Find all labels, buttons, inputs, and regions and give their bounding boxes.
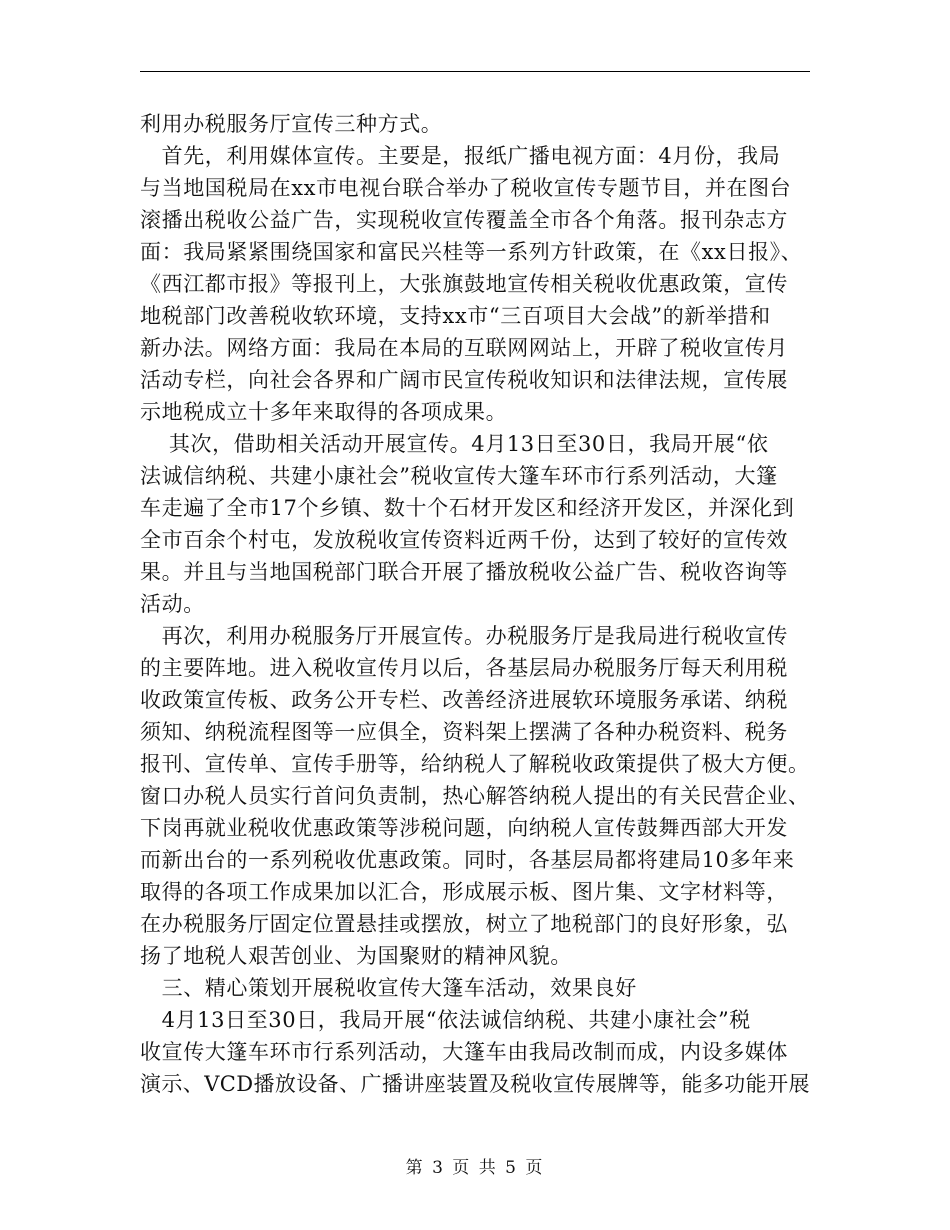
document-body — [140, 108, 812, 1100]
text-line: 窗口办税人员实行首问负责制，热心解答纳税人提出的有关民营企业、 — [140, 784, 810, 808]
header-rule — [140, 71, 810, 72]
text-line: 面：我局紧紧围绕国家和富民兴桂等一系列方针政策，在《xx日报》、 — [140, 240, 803, 264]
text-line: 法诚信纳税、共建小康社会”税收宣传大篷车环市行系列活动，大篷 — [140, 464, 778, 488]
text-line: 三、精心策划开展税收宣传大篷车活动，效果良好 — [140, 976, 637, 1000]
text-line: 活动专栏，向社会各界和广阔市民宣传税收知识和法律法规，宣传展 — [140, 368, 788, 392]
text-line: 而新出台的一系列税收优惠政策。同时，各基层局都将建局10多年来 — [140, 848, 795, 872]
text-line: 果。并且与当地国税部门联合开展了播放税收公益广告、税收咨询等 — [140, 560, 788, 584]
text-line: 再次，利用办税服务厅开展宣传。办税服务厅是我局进行税收宣传 — [140, 624, 788, 648]
text-line: 在办税服务厅固定位置悬挂或摆放，树立了地税部门的良好形象，弘 — [140, 912, 788, 936]
text-line: 其次，借助相关活动开展宣传。4月13日至30日，我局开展“依 — [140, 432, 769, 456]
text-line: 滚播出税收公益广告，实现税收宣传覆盖全市各个角落。报刊杂志方 — [140, 208, 788, 232]
text-line: 示地税成立十多年来取得的各项成果。 — [140, 400, 508, 424]
text-line: 报刊、宣传单、宣传手册等，给纳税人了解税收政策提供了极大方便。 — [140, 752, 810, 776]
text-line: 利用办税服务厅宣传三种方式。 — [140, 112, 443, 136]
text-line: 地税部门改善税收软环境，支持xx市“三百项目大会战”的新举措和 — [140, 304, 771, 328]
text-line: 活动。 — [140, 592, 205, 616]
text-line: 《西江都市报》等报刊上，大张旗鼓地宣传相关税收优惠政策，宣传 — [140, 272, 788, 296]
text-line: 与当地国税局在xx市电视台联合举办了税收宣传专题节目，并在图台 — [140, 176, 792, 200]
page-number-footer: 第 3 页 共 5 页 — [405, 1158, 545, 1178]
text-line: 的主要阵地。进入税收宣传月以后，各基层局办税服务厅每天利用税 — [140, 656, 788, 680]
text-line: 收政策宣传板、政务公开专栏、改善经济进展软环境服务承诺、纳税 — [140, 688, 788, 712]
text-line: 4月13日至30日，我局开展“依法诚信纳税、共建小康社会”税 — [140, 1008, 751, 1032]
text-line: 首先，利用媒体宣传。主要是，报纸广播电视方面：4月份，我局 — [140, 144, 781, 168]
text-line: 车走遍了全市17个乡镇、数十个石材开发区和经济开发区，并深化到 — [140, 496, 795, 520]
text-line: 演示、VCD播放设备、广播讲座装置及税收宣传展牌等，能多功能开展 — [140, 1072, 810, 1096]
text-line: 收宣传大篷车环市行系列活动，大篷车由我局改制而成，内设多媒体 — [140, 1040, 788, 1064]
text-line: 取得的各项工作成果加以汇合，形成展示板、图片集、文字材料等， — [140, 880, 788, 904]
text-line: 新办法。网络方面：我局在本局的互联网网站上，开辟了税收宣传月 — [140, 336, 788, 360]
text-line: 扬了地税人艰苦创业、为国聚财的精神风貌。 — [140, 944, 572, 968]
text-line: 全市百余个村屯，发放税收宣传资料近两千份，达到了较好的宣传效 — [140, 528, 788, 552]
text-line: 须知、纳税流程图等一应俱全，资料架上摆满了各种办税资料、税务 — [140, 720, 788, 744]
text-line: 下岗再就业税收优惠政策等涉税问题，向纳税人宣传鼓舞西部大开发 — [140, 816, 788, 840]
